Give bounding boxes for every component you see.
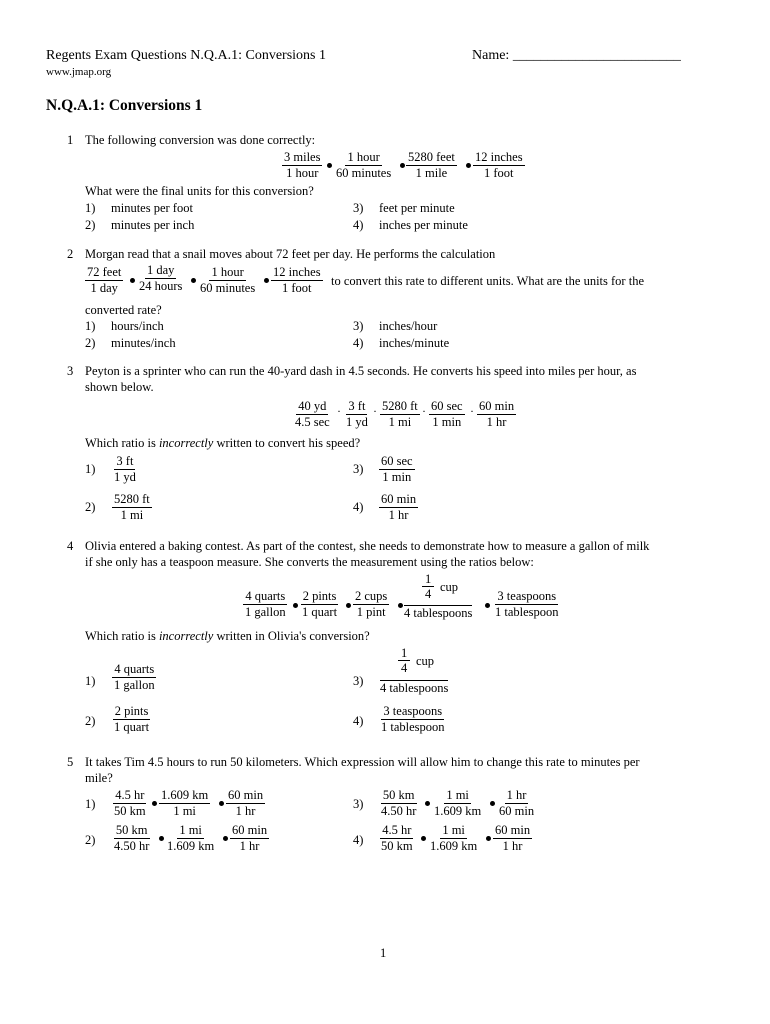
multiply-dot [223, 836, 228, 841]
choice-1-fraction [112, 454, 138, 485]
name-field-label: Name: ________________________ [472, 48, 681, 63]
fraction-numerator: 2 pints [302, 589, 337, 603]
multiply-dot [490, 801, 495, 806]
fraction [243, 589, 288, 620]
fraction-numerator: 1 mi [442, 823, 465, 837]
fraction [282, 150, 322, 181]
fraction-numerator: 4.5 hr [382, 823, 412, 837]
question-stem: It takes Tim 4.5 hours to run 50 kilometers. Which expression will allow him to change this rate to minutes per [85, 755, 640, 769]
fraction [428, 823, 479, 854]
fraction-numerator: 4 quarts [245, 589, 286, 603]
question-stem-2: shown below. [85, 380, 154, 394]
fraction-denominator: 60 minutes [200, 281, 256, 295]
fraction [473, 150, 525, 181]
fraction-numerator: 2 pints [114, 704, 149, 718]
fraction-numerator: 60 min [479, 399, 515, 413]
choice-3-number: 3) [353, 674, 364, 688]
choice-2-fraction [112, 704, 151, 735]
site-url: www.jmap.org [46, 66, 112, 78]
multiply-dot [400, 163, 405, 168]
fraction-numerator: 4.5 hr [115, 788, 145, 802]
fraction [380, 399, 420, 430]
choice-2-fraction [112, 492, 152, 523]
fraction-numerator: 60 sec [431, 399, 463, 413]
multiply-dot [485, 603, 490, 608]
fraction-denominator: 1 min [382, 470, 412, 484]
fraction [379, 823, 415, 854]
fraction-numerator: 60 min [228, 788, 264, 802]
choice-1-fraction [112, 662, 157, 693]
fraction-numerator: 60 sec [381, 454, 413, 468]
fraction-denominator: 1 foot [282, 281, 312, 295]
fraction-denominator: 1 gallon [114, 678, 155, 692]
choice-4-fraction [379, 704, 447, 735]
fraction-denominator: 1 hr [486, 415, 507, 429]
fraction [334, 150, 393, 181]
fraction-denominator: 1 pint [356, 605, 386, 619]
choice-2-number: 2) [85, 500, 96, 514]
fraction [300, 589, 339, 620]
choice-2: 2) minutes/inch [85, 336, 176, 350]
multiply-dot [293, 603, 298, 608]
fraction-denominator: 1.609 km [430, 839, 478, 853]
fraction-denominator: 4.50 hr [381, 804, 417, 818]
fraction-numerator: 3 miles [284, 150, 321, 164]
fraction [198, 265, 257, 296]
choice-2: 2) minutes per inch [85, 218, 195, 232]
question-stem: Peyton is a sprinter who can run the 40-yard dash in 4.5 seconds. He converts his speed into miles per hour, as [85, 364, 637, 378]
fraction-denominator: 1 hr [239, 839, 260, 853]
choice-3: 3) inches/hour [353, 319, 438, 333]
multiply-dot: · [373, 404, 377, 418]
choice-2-number: 2) [85, 714, 96, 728]
question-stem-2: if she only has a teaspoon measure. She converts the measurement using the ratios below: [85, 555, 534, 569]
choice-3-number: 3) [353, 797, 364, 811]
fraction-numerator: 50 km [382, 788, 415, 802]
fraction-denominator: 1 day [90, 281, 118, 295]
choice-4: 4) inches per minute [353, 218, 468, 232]
fraction-denominator: 1 mi [173, 804, 196, 818]
fraction-numerator: 50 km [115, 823, 148, 837]
question-stem: The following conversion was done correctly: [85, 133, 316, 147]
question-stem-2: mile? [85, 771, 113, 785]
fraction-denominator: 1 hour [286, 166, 319, 180]
fraction-denominator: 1 hr [388, 508, 409, 522]
fraction-numerator: 3 teaspoons [497, 589, 557, 603]
fraction-numerator: 1 mi [179, 823, 202, 837]
choice-3-fraction [379, 454, 415, 485]
fraction-numerator: 3 ft [348, 399, 366, 413]
fraction-denominator: 50 km [381, 839, 413, 853]
fraction [406, 150, 457, 181]
question-prompt: What were the final units for this conversion? [85, 184, 314, 198]
multiply-dot [264, 278, 269, 283]
header-title: Regents Exam Questions N.Q.A.1: Conversions 1 [46, 48, 326, 63]
fraction [85, 265, 123, 296]
fraction-denominator: 24 hours [139, 279, 183, 293]
fraction [497, 788, 536, 819]
fraction-denominator: 1 quart [114, 720, 150, 734]
fraction [159, 788, 210, 819]
fraction-numerator: 5280 ft [382, 399, 418, 413]
fraction [432, 788, 483, 819]
fraction-numerator: 1 [398, 646, 410, 661]
fraction [477, 399, 516, 430]
fraction-denominator: 1 min [432, 415, 462, 429]
multiply-dot [152, 801, 157, 806]
question-stem-tail-2: converted rate? [85, 303, 162, 317]
question-number: 5 [67, 755, 74, 769]
fraction-denominator: 60 min [499, 804, 535, 818]
choice-3: 3) feet per minute [353, 201, 455, 215]
choice-1-number: 1) [85, 797, 96, 811]
fraction-denominator: 1 mile [415, 166, 448, 180]
question-stem-tail: to convert this rate to different units. What are the units for the [331, 274, 644, 288]
fraction-denominator: 1 yd [114, 470, 136, 484]
multiply-dot: · [337, 404, 341, 418]
fraction-numerator: 60 min [232, 823, 268, 837]
question-number: 1 [67, 133, 74, 147]
multiply-dot [191, 278, 196, 283]
fraction-denominator: 1 hr [235, 804, 256, 818]
fraction-numerator: 3 teaspoons [383, 704, 443, 718]
choice-1-number: 1) [85, 674, 96, 688]
fraction [379, 788, 418, 819]
page-number: 1 [380, 946, 387, 960]
fraction-numerator: 1 hr [506, 788, 527, 802]
fraction-numerator: 60 min [381, 492, 417, 506]
choice-4-number: 4) [353, 833, 364, 847]
choice-4-fraction [379, 492, 418, 523]
multiply-dot [398, 603, 403, 608]
fraction-denominator: 1 yd [346, 415, 368, 429]
question-number: 4 [67, 539, 74, 553]
fraction [226, 788, 265, 819]
fraction [493, 589, 561, 620]
fraction-numerator: 4 quarts [114, 662, 155, 676]
multiply-dot [486, 836, 491, 841]
fraction-numerator: 40 yd [298, 399, 327, 413]
choice-3-number: 3) [353, 462, 364, 476]
fraction [112, 823, 151, 854]
fraction-denominator: 1 mi [120, 508, 144, 522]
choice-4-number: 4) [353, 500, 364, 514]
multiply-dot [425, 801, 430, 806]
multiply-dot [466, 163, 471, 168]
fraction-numerator: 72 feet [87, 265, 122, 279]
choice-1: 1) minutes per foot [85, 201, 193, 215]
choice-1: 1) hours/inch [85, 319, 164, 333]
multiply-dot [159, 836, 164, 841]
fraction [165, 823, 216, 854]
fraction-numerator: 1 hour [347, 150, 380, 164]
section-title: N.Q.A.1: Conversions 1 [46, 97, 203, 114]
fraction-numerator: 1.609 km [161, 788, 209, 802]
question-number: 3 [67, 364, 74, 378]
fraction-denominator: 4.50 hr [114, 839, 150, 853]
fraction-numerator: 3 ft [116, 454, 134, 468]
multiply-dot [219, 801, 224, 806]
multiply-dot [346, 603, 351, 608]
fraction-denominator: 1 tablespoon [495, 605, 559, 619]
choice-1-number: 1) [85, 462, 96, 476]
fraction-numerator: 1 [422, 572, 434, 587]
fraction-denominator: 1 tablespoon [381, 720, 445, 734]
fraction-denominator: 1.609 km [167, 839, 215, 853]
fraction-numerator: 12 inches [475, 150, 523, 164]
fraction [112, 788, 148, 819]
fraction-numerator: 12 inches [273, 265, 321, 279]
choice-2-number: 2) [85, 833, 96, 847]
question-stem: Morgan read that a snail moves about 72 feet per day. He performs the calculation [85, 247, 496, 261]
multiply-dot: · [470, 404, 474, 418]
multiply-dot: · [422, 404, 426, 418]
fraction [344, 399, 370, 430]
choice-4: 4) inches/minute [353, 336, 450, 350]
fraction [271, 265, 323, 296]
question-prompt: Which ratio is incorrectly written to convert his speed? [85, 436, 361, 450]
fraction-denominator: 1 mi [388, 415, 412, 429]
fraction-numerator: 1 day [146, 263, 175, 277]
multiply-dot [130, 278, 135, 283]
fraction-denominator: 60 minutes [336, 166, 392, 180]
multiply-dot [327, 163, 332, 168]
fraction [429, 399, 465, 430]
fraction [293, 399, 332, 430]
fraction-denominator: 4 [425, 587, 432, 601]
fraction-denominator: 1 hr [502, 839, 523, 853]
question-prompt: Which ratio is incorrectly written in Olivia's conversion? [85, 629, 370, 643]
fraction-numerator: 60 min [495, 823, 531, 837]
fraction [493, 823, 532, 854]
fraction-denominator: 1 gallon [245, 605, 286, 619]
choice-4-number: 4) [353, 714, 364, 728]
multiply-dot [421, 836, 426, 841]
fraction [353, 589, 389, 620]
fraction [137, 263, 184, 294]
fraction-numerator: 5280 ft [114, 492, 150, 506]
fraction-numerator: 1 hour [211, 265, 244, 279]
fraction-numerator: 5280 feet [408, 150, 455, 164]
fraction-numerator: 1 mi [446, 788, 469, 802]
question-stem: Olivia entered a baking contest. As part of the contest, she needs to demonstrate how to measure a gallon of milk [85, 539, 650, 553]
fraction-denominator: 4.5 sec [295, 415, 330, 429]
fraction-denominator: 1 foot [484, 166, 514, 180]
fraction [230, 823, 269, 854]
fraction-denominator: 1.609 km [434, 804, 482, 818]
fraction-denominator: 50 km [114, 804, 146, 818]
fraction-denominator: 4 [401, 661, 408, 675]
question-number: 2 [67, 247, 74, 261]
fraction-denominator: 1 quart [302, 605, 338, 619]
fraction-numerator: 2 cups [355, 589, 388, 603]
